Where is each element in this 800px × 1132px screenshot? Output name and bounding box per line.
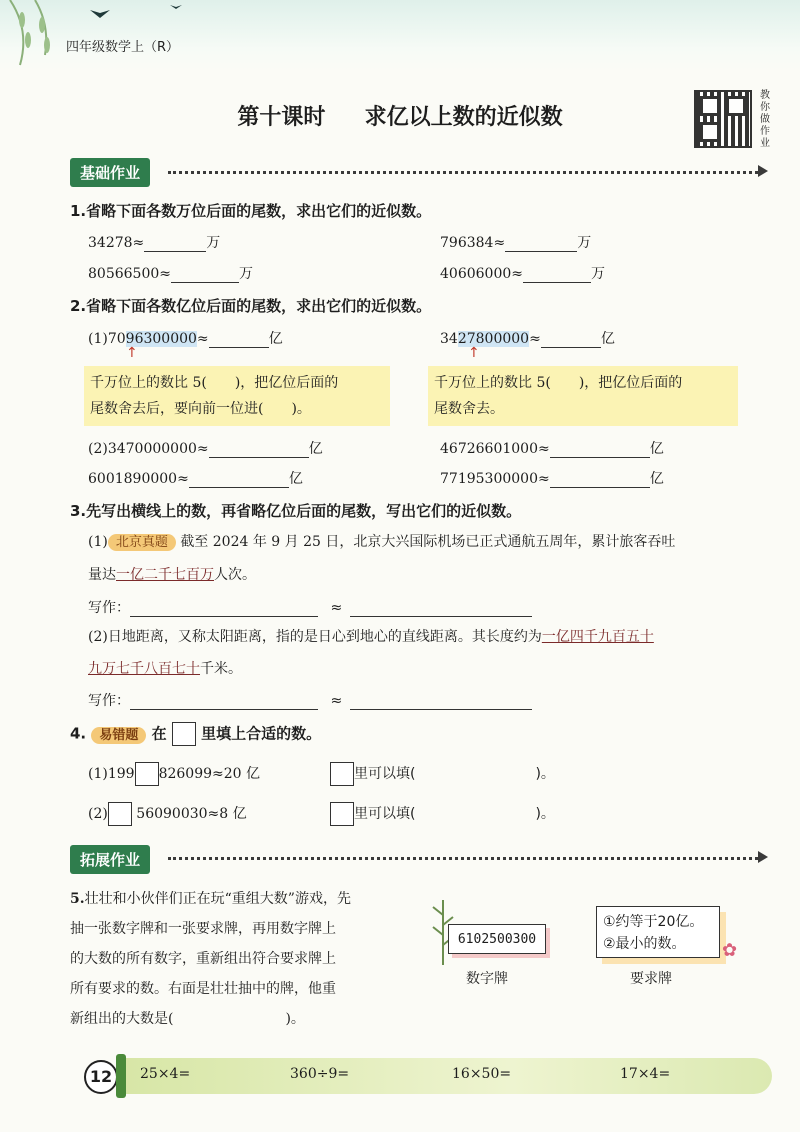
footer-exercise-4: 17×4= — [620, 1066, 671, 1082]
footer-bar — [120, 1058, 772, 1094]
q4-row-2: (2) 56090030≈8 亿 — [88, 802, 247, 826]
fill-box[interactable] — [108, 802, 132, 826]
q3-part2-line2: 九万七千八百七十千米。 — [88, 661, 242, 677]
flower-icon: ✿ — [722, 940, 738, 961]
q3-write-1: 写作： ≈ — [88, 597, 532, 617]
q2-hint-right: 千万位上的数比 5( )，把亿位后面的 尾数舍去。 — [428, 366, 738, 426]
approx-blank[interactable] — [350, 709, 532, 710]
q3-part1-line2: 量达一亿二千七百万人次。 — [88, 567, 256, 583]
fill-box[interactable] — [135, 762, 159, 786]
footer-spine — [116, 1054, 126, 1098]
q2-item-f: 77195300000≈ 亿 — [440, 471, 664, 487]
section-divider — [168, 857, 758, 860]
book-header: 四年级数学上（R） — [66, 40, 180, 55]
approx-blank[interactable] — [350, 616, 532, 617]
requirement-card: ①约等于20亿。 ②最小的数。 — [596, 906, 720, 958]
arrow-right-icon — [758, 851, 768, 863]
q4-prompt: 4. 易错题 在 里填上合适的数。 — [70, 722, 321, 746]
willow-branch-icon — [0, 0, 220, 70]
box-icon — [172, 722, 196, 746]
number-card: 6102500300 — [448, 924, 546, 954]
arrow-right-icon — [758, 165, 768, 177]
header-banner — [0, 0, 800, 70]
q4-fill-1: 里可以填( )。 — [330, 762, 555, 786]
section-basic-tab: 基础作业 — [70, 158, 150, 187]
q3-part1: (1) 北京真题 截至 2024 年 9 月 25 日，北京大兴国际机场已正式通航五周年，累计旅客吞吐 — [88, 534, 676, 550]
fill-box-icon — [330, 762, 354, 786]
qr-code-icon[interactable] — [694, 90, 752, 148]
q2-item-b: 3427800000≈ 亿 — [440, 331, 615, 347]
footer-exercise-2: 360÷9= — [290, 1066, 350, 1082]
fill-box-icon — [330, 802, 354, 826]
q2-item-a: (1)7096300000≈ 亿 — [88, 331, 283, 347]
q1-prompt: 1.省略下面各数万位后面的尾数，求出它们的近似数。 — [70, 202, 432, 220]
beijing-tag: 北京真题 — [108, 534, 176, 551]
q1-item-2: 796384≈ 万 — [440, 235, 592, 251]
requirement-card-label: 要求牌 — [630, 971, 672, 987]
number-card-label: 数字牌 — [466, 971, 508, 987]
write-blank[interactable] — [130, 709, 318, 710]
q4-row-1: (1)199 826099≈20 亿 — [88, 762, 260, 786]
lesson-topic: 求亿以上数的近似数 — [364, 105, 563, 130]
q3-part2: (2)日地距离，又称太阳距离，指的是日心到地心的直线距离。其长度约为一亿四千九百五十 — [88, 629, 654, 645]
arrow-up-icon: ↑ — [468, 345, 480, 361]
q5-text: 5.壮壮和小伙伴们正在玩“重组大数”游戏，先 抽一张数字牌和一张要求牌，再用数字牌上 的大数的所有数字，重新组出符合要求牌上 所有要求的数。右面是壮壮抽中的牌，他重 新组出的大数是( )。 — [70, 891, 351, 1027]
q2-item-c: (2)3470000000≈ 亿 — [88, 441, 323, 457]
lesson-number: 第十课时 — [237, 105, 326, 130]
q1-item-3: 80566500≈ 万 — [88, 266, 253, 282]
q1-item-4: 40606000≈ 万 — [440, 266, 605, 282]
arrow-up-icon: ↑ — [126, 345, 138, 361]
write-blank[interactable] — [130, 616, 318, 617]
page-title — [0, 100, 800, 131]
section-extend-tab: 拓展作业 — [70, 845, 150, 874]
page-number-badge: 12 — [84, 1060, 118, 1094]
section-divider — [168, 171, 758, 174]
q3-prompt: 3.先写出横线上的数，再省略亿位后面的尾数，写出它们的近似数。 — [70, 502, 522, 520]
q2-prompt: 2.省略下面各数亿位后面的尾数，求出它们的近似数。 — [70, 297, 432, 315]
q2-item-e: 6001890000≈ 亿 — [88, 471, 303, 487]
q2-hint-left: 千万位上的数比 5( )，把亿位后面的 尾数舍去后，要向前一位进( )。 — [84, 366, 390, 426]
error-prone-tag: 易错题 — [91, 727, 146, 744]
qr-label: 教你做作业 — [760, 90, 770, 149]
footer-exercise-3: 16×50= — [452, 1066, 512, 1082]
footer-exercise-1: 25×4= — [140, 1066, 191, 1082]
q1-item-1: 34278≈ 万 — [88, 235, 221, 251]
q2-item-d: 46726601000≈ 亿 — [440, 441, 664, 457]
q3-write-2: 写作： ≈ — [88, 690, 532, 710]
q4-fill-2: 里可以填( )。 — [330, 802, 555, 826]
